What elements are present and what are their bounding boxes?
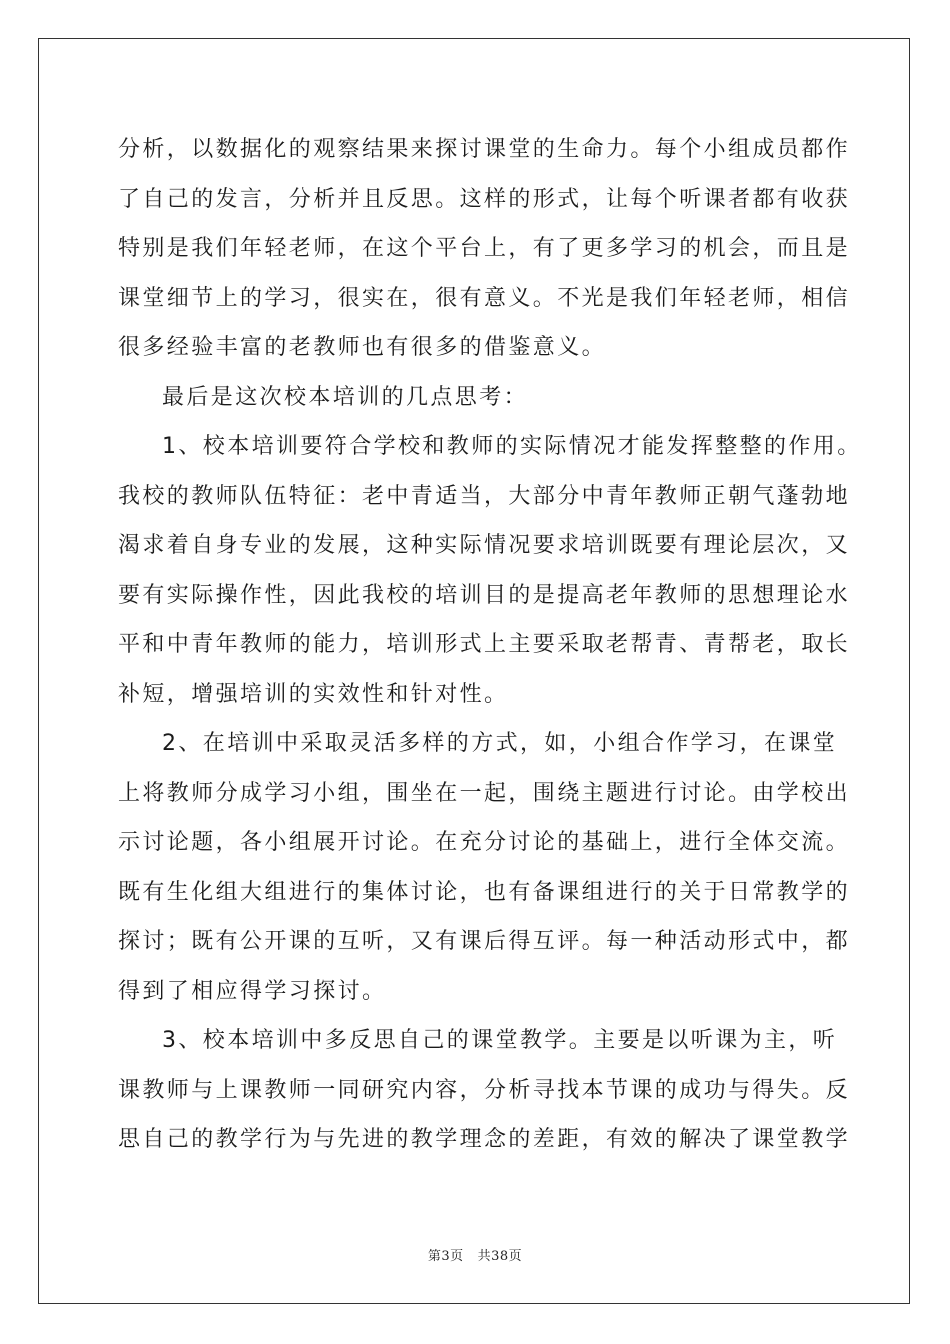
- text-line: 补短，增强培训的实效性和针对性。: [118, 681, 509, 707]
- current-page-label: 第3页: [427, 1249, 464, 1264]
- text-line: 课教师与上课教师一同研究内容，分析寻找本节课的成功与得失。反: [118, 1077, 851, 1103]
- text-line: 特别是我们年轻老师，在这个平台上，有了更多学习的机会，而且是: [118, 236, 851, 261]
- text-line: 分析，以数据化的观察结果来探讨课堂的生命力。每个小组成员都作: [118, 137, 851, 162]
- text-line: 既有生化组大组进行的集体讨论，也有备课组进行的关于日常教学的: [118, 879, 851, 905]
- text-line: 要有实际操作性，因此我校的培训目的是提高老年教师的思想理论水: [118, 582, 851, 608]
- text-line: 示讨论题，各小组展开讨论。在充分讨论的基础上，进行全体交流。: [118, 830, 851, 855]
- text-line: 最后是这次校本培训的几点思考：: [162, 384, 529, 410]
- total-pages-label: 共38页: [477, 1249, 523, 1264]
- text-line: 1、校本培训要符合学校和教师的实际情况才能发挥整整的作用。: [162, 434, 862, 459]
- text-line: 思自己的教学行为与先进的教学理念的差距，有效的解决了课堂教学: [118, 1127, 851, 1152]
- text-line: 2、在培训中采取灵活多样的方式，如，小组合作学习，在课堂: [162, 731, 838, 756]
- text-line: 很多经验丰富的老教师也有很多的借鉴意义。: [118, 335, 607, 360]
- page-footer: [0, 1245, 950, 1264]
- text-line: 了自己的发言，分析并且反思。这样的形式，让每个听课者都有收获: [118, 186, 851, 212]
- text-line: 平和中青年教师的能力，培训形式上主要采取老帮青、青帮老，取长: [118, 632, 851, 657]
- text-line: 得到了相应得学习探讨。: [118, 978, 387, 1004]
- text-line: 探讨；既有公开课的互听，又有课后得互评。每一种活动形式中，都: [118, 929, 851, 954]
- text-line: 上将教师分成学习小组，围坐在一起，围绕主题进行讨论。由学校出: [118, 780, 851, 806]
- text-line: 3、校本培训中多反思自己的课堂教学。主要是以听课为主，听: [162, 1028, 838, 1053]
- text-line: 课堂细节上的学习，很实在，很有意义。不光是我们年轻老师，相信: [118, 285, 851, 311]
- text-line: 我校的教师队伍特征：老中青适当，大部分中青年教师正朝气蓬勃地: [118, 483, 851, 509]
- document-body: [118, 125, 862, 1165]
- text-line: 渴求着自身专业的发展，这种实际情况要求培训既要有理论层次，又: [118, 533, 851, 558]
